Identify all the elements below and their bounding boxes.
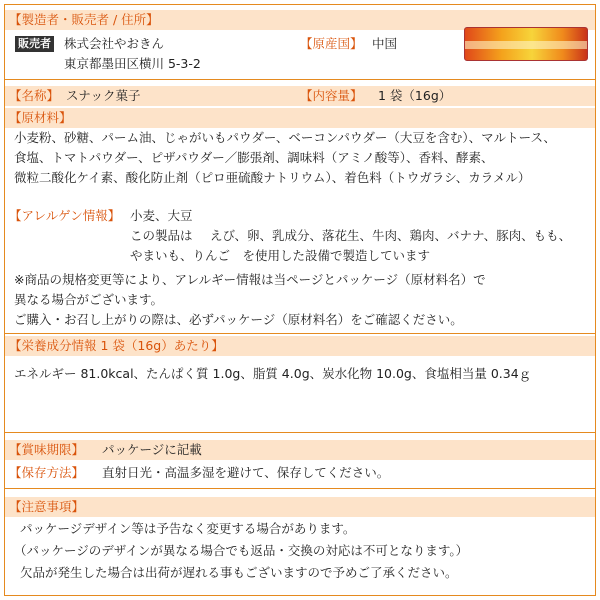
- allergen-factory-line: やまいも、りんご を使用した設備で製造しています: [130, 248, 431, 263]
- origin-value: 中国: [372, 36, 398, 51]
- maker-address: 東京都墨田区横川 5-3-2: [64, 56, 201, 71]
- notice-line: （パッケージのデザインが異なる場合でも返品・交換の対応は不可となります。）: [14, 543, 469, 558]
- volume-value: 1 袋（16g）: [378, 88, 452, 103]
- name-value: スナック菓子: [66, 88, 141, 103]
- maker-label: 【製造者・販売者 / 住所】: [5, 10, 595, 30]
- maker-company: 株式会社やおきん: [64, 36, 165, 51]
- allergen-label: 【アレルゲン情報】: [9, 208, 121, 223]
- storage-value: 直射日光・高温多湿を避けて、保存してください。: [102, 465, 390, 480]
- expiry-label: 【賞味期限】: [9, 442, 85, 457]
- divider: [4, 488, 596, 489]
- allergen-main: 小麦、大豆: [130, 208, 193, 223]
- expiry-value: パッケージに記載: [102, 442, 202, 457]
- ingredients-label: 【原材料】: [5, 108, 595, 128]
- notice-line: パッケージデザイン等は予告なく変更する場合があります。: [20, 521, 356, 536]
- allergen-factory-prefix: この製品は: [130, 228, 193, 243]
- snack-package-icon: [464, 27, 588, 61]
- name-label: 【名称】: [9, 88, 60, 103]
- allergen-note: ご購入・お召し上がりの際は、必ずパッケージ（原材料名）をご確認ください。: [14, 312, 463, 327]
- allergen-factory-line: えび、卵、乳成分、落花生、牛肉、鶏肉、バナナ、豚肉、もも、: [210, 228, 572, 243]
- allergen-note: ※商品の規格変更等により、アレルギー情報は当ページとパッケージ（原材料名）で: [14, 272, 486, 287]
- divider: [4, 79, 596, 80]
- ingredients-line: 食塩、トマトパウダー、ピザパウダー／膨張剤、調味料（アミノ酸等）、香料、酵素、: [14, 150, 494, 165]
- nutrition-value: エネルギー 81.0kcal、たんぱく質 1.0g、脂質 4.0g、炭水化物 10.0g、食塩相当量 0.34ｇ: [14, 366, 532, 381]
- storage-label: 【保存方法】: [9, 465, 85, 480]
- notice-label: 【注意事項】: [5, 497, 595, 517]
- origin-label: 【原産国】: [300, 36, 363, 51]
- allergen-note: 異なる場合がございます。: [14, 292, 164, 307]
- expiry-row-bg: [5, 440, 595, 460]
- divider: [4, 432, 596, 433]
- volume-label: 【内容量】: [300, 88, 363, 103]
- divider: [4, 333, 596, 334]
- seller-tag: 販売者: [15, 36, 54, 52]
- ingredients-line: 微粒二酸化ケイ素、酸化防止剤（ピロ亜硫酸ナトリウム）、着色料（トウガラシ、カラメル）: [14, 170, 531, 185]
- ingredients-line: 小麦粉、砂糖、パーム油、じゃがいもパウダー、ベーコンパウダー（大豆を含む）、マルトース、: [14, 130, 556, 145]
- nutrition-label: 【栄養成分情報 1 袋（16g）あたり】: [5, 336, 595, 356]
- notice-line: 欠品が発生した場合は出荷が遅れる事もございますので予めご了承ください。: [20, 565, 458, 580]
